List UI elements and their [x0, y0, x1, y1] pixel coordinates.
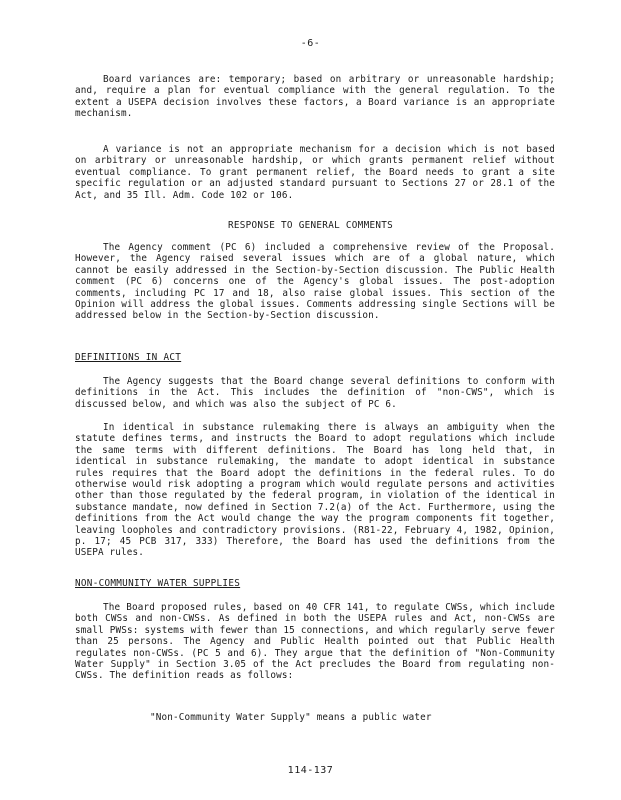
footer-page-id: 114-137 [287, 765, 334, 776]
paragraph-variances: Board variances are: temporary; based on arbitrary or unreasonable hardship; and, require a plan for eventual compliance with the general regulation. To the extent a USEPA decision involves these factors, a Board variance is an appropriate mechanism. [75, 74, 555, 120]
heading-definitions-label: DEFINITIONS IN ACT [75, 352, 182, 363]
heading-non-community-label: NON-COMMUNITY WATER SUPPLIES [75, 578, 241, 589]
heading-non-community-water-supplies [75, 578, 240, 589]
paragraph-agency-comment: The Agency comment (PC 6) included a comprehensive review of the Proposal. However, the Agency raised several issues which are of a global nature, which cannot be easily addressed in the Section-by-Section discussion. The Public Health comment (PC 6) concerns one of the Agency's global issues. The post-adoption comments, including PC 17 and 18, also raise global issues. This section of the Opinion will address the global issues. Comments addressing single Sections will be addressed below in the Section-by-Section discussion. [75, 242, 555, 322]
paragraph-board-proposed-rules: The Board proposed rules, based on 40 CFR 141, to regulate CWSs, which include both CWSs and non-CWSs. As defined in both the USEPA rules and Act, non-CWSs are small PWSs: systems with fewer than 15 connections, and which regularly serve fewer than 25 persons. The Agency and Public Health pointed out that Public Health regulates non-CWSs. (PC 5 and 6). They argue that the definition of "Non-Community Water Supply" in Section 3.05 of the Act precludes the Board from regulating non-CWSs. The definition reads as follows: [75, 602, 555, 682]
heading-response-general-comments: RESPONSE TO GENERAL COMMENTS [227, 220, 394, 231]
paragraph-variance-not-appropriate: A variance is not an appropriate mechanism for a decision which is not based on arbitrary or unreasonable hardship, or which grants permanent relief without eventual compliance. To grant permanent relief, the Board needs to grant a site specific regulation or an adjusted standard pursuant to Sections 27 or 28.1 of the Act, and 35 Ill. Adm. Code 102 or 106. [75, 144, 555, 201]
heading-definitions-in-act [75, 352, 181, 363]
paragraph-identical-substance: In identical in substance rulemaking there is always an ambiguity when the statute defines terms, and instructs the Board to adopt regulations which include the same terms with different definitions. The Board has long held that, in identical in substance rulemaking, the mandate to adopt identical in substance rules requires that the Board adopt the definitions in the federal rules. To do otherwise would risk adopting a program which would regulate persons and activities other than those regulated by the federal program, in violation of the identical in substance mandate, now defined in Section 7.2(a) of the Act. Furthermore, using the definitions from the Act would change the way the program components fit together, leaving loopholes and contradictory provisions. (R81-22, February 4, 1982, Opinion, p. 17; 45 PCB 317, 333) Therefore, the Board has used the definitions from the USEPA rules. [75, 422, 555, 559]
page-number: -6- [300, 38, 321, 49]
quoted-definition: "Non-Community Water Supply" means a public water [150, 712, 432, 723]
paragraph-agency-suggests: The Agency suggests that the Board change several definitions to conform with definitions in the Act. This includes the definition of "non-CWS", which is discussed below, and which was also the subject of PC 6. [75, 376, 555, 410]
